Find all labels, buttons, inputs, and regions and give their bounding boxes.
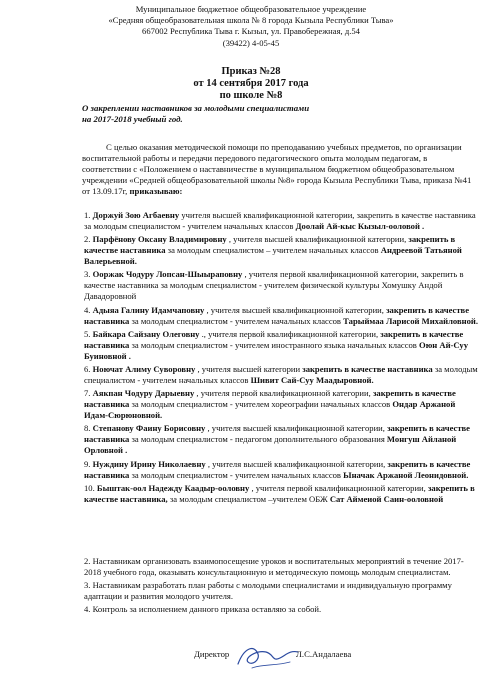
order-date: от 14 сентября 2017 года [193, 78, 309, 89]
item-text: за молодым специалистом –учителем ОБЖ [167, 493, 330, 504]
mentee-name: Сат Аймеиой Саин-ооловной [329, 493, 444, 504]
assignment-phrase: закрепить в качестве наставника [84, 388, 456, 410]
order-title: Приказ №28 [221, 66, 281, 77]
mentor-name: Быштак-оол Надежду Каадыр-ооловну [96, 482, 250, 493]
mentee-name: Доолай Ай-кыс Кызыл-ооловой . [295, 221, 425, 231]
item-number: 4. [84, 304, 91, 315]
list-item [84, 423, 480, 456]
list-item [84, 388, 480, 421]
item-text: , учителя первой квалификационной категории, [194, 388, 373, 399]
item-text: ., учителя первой квалификационной категории, [199, 328, 381, 339]
mentor-name: Нуждину Ирину Николаевну [92, 458, 206, 469]
letterhead-phone: (39422) 4-05-45 [222, 37, 280, 48]
mentor-name: Ноючат Алиму Суворовну [92, 363, 196, 374]
item-text: за молодым специалистом - педагогом дополнительного образования [129, 434, 387, 445]
item-number: 3. [84, 580, 91, 590]
mentor-assignment-list [84, 210, 480, 507]
letterhead-org-type: Муниципальное бюджетное общеобразовательное учреждение [135, 4, 367, 14]
item-text: , учителя первой квалификационной категории, [249, 482, 428, 493]
item-text: Наставникам разработать план работы с молодыми специалистами и индивидуальную программу адаптации и развития молодого учителя. [84, 580, 452, 601]
item-number: 7. [84, 388, 91, 399]
mentee-name: Тарыймаа Ларисой Михайловной. [343, 315, 478, 326]
item-text: , учителя высшей квалификационной категории, [226, 234, 409, 245]
mentor-name: Байкара Сайзану Олеговну [92, 328, 200, 339]
order-command: приказываю: [129, 186, 183, 196]
mentee-name: Ондар Аржаной Идам-Сюрюновной. [84, 399, 456, 421]
item-number: 3. [84, 269, 91, 280]
mentee-name: Хомушку Андой Давадоровной [84, 280, 443, 302]
item-text: Наставникам организовать взаимопосещение уроков и воспитательных мероприятий в течение 2017-2018 учебного года, оказывать консультационную и методическую помощь молодым специалистам. [84, 556, 464, 577]
mentor-name: Доржуй Зою Агбаевну [92, 210, 180, 220]
item-text: Контроль за исполнением данного приказа оставляю за собой. [92, 604, 322, 614]
letterhead [0, 4, 502, 49]
assignment-phrase: закрепить в качестве наставника [84, 458, 471, 480]
item-number: 2. [84, 234, 91, 245]
intro-text: С целью оказания методической помощи по преподаванию учебных предметов, по организации воспитательной работы и передачи передового педагогического опыта молодым педагогам, в соответствии с «Положением о наставничестве в муниципальном бюджетном общеобразовательном учреждении «Средней общеобразовательной школы №8» города Кызыла Республики Тыва, приказа №41 от 13.09.17г, [82, 142, 472, 196]
assignment-phrase: закрепить в качестве наставника [302, 363, 433, 374]
mentor-name: Парфёнову Оксану Владимировну [92, 234, 227, 245]
list-item [84, 556, 480, 578]
list-item [84, 483, 480, 505]
item-text: , учителя высшей квалификационной категории, [205, 458, 388, 469]
item-text: , учителя высшей квалификационной категории, [205, 423, 388, 434]
item-text: за молодым специалистом - учителем хореографии начальных классов [129, 399, 393, 410]
list-item [84, 364, 480, 386]
item-number: 9. [84, 458, 91, 469]
item-number: 2. [84, 556, 91, 566]
subject-line: на 2017-2018 учебный год. [82, 114, 183, 124]
item-number: 8. [84, 423, 91, 434]
list-item [84, 580, 480, 602]
list-item [84, 210, 480, 232]
item-number: 5. [84, 328, 91, 339]
subject-line: О закреплении наставников за молодыми специалистами [82, 103, 310, 113]
order-school: по школе №8 [219, 90, 283, 101]
signature-role: Директор [194, 649, 230, 659]
item-text: за молодым специалистом – учителем начальных классов [165, 245, 381, 256]
list-item [84, 305, 480, 327]
mentor-name: Аякпан Чодуру Дарыевну [92, 388, 195, 399]
mentee-name: Шивит Сай-Суу Маадыровной. [250, 374, 374, 385]
item-number: 1. [84, 210, 91, 220]
list-item [84, 234, 480, 267]
assignment-phrase: закрепить в качестве наставника, [84, 482, 475, 504]
mentee-name: Ыначак Аржаной Леонидовной. [343, 469, 469, 480]
assignment-phrase: закрепить в качестве наставника [84, 234, 456, 256]
assignment-phrase: закрепить в качестве наставника [84, 423, 470, 445]
mentor-name: Ооржак Чодуру Лопсан-Шыыраповну [92, 269, 243, 280]
item-text: учителя высшей квалификационной категории, закрепить в качестве наставника за молодым специалистом - учителем начальных классов [84, 210, 476, 231]
list-item [84, 329, 480, 362]
mentee-name: Андреевой Татьяной Валерьевной. [84, 245, 462, 267]
list-item [84, 459, 480, 481]
closing-instructions [84, 556, 480, 617]
mentor-name: Адыяа Галину Идамчаповну [92, 304, 205, 315]
letterhead-address: 667002 Республика Тыва г. Кызыл, ул. Правобережная, д.54 [142, 26, 360, 37]
letterhead-school-name: «Средняя общеобразовательная школа № 8 города Кызыла Республики Тыва» [108, 15, 394, 26]
item-text: за молодым специалистом - учителем начальных классов [129, 469, 344, 480]
item-text: , учителя высшей категории [195, 363, 303, 374]
item-text: , учителя первой квалификационной категории, закрепить в качестве наставника за молодым специалистом - учителем физической культуры [84, 269, 464, 291]
order-subject [82, 103, 382, 125]
list-item [84, 269, 480, 302]
item-number: 6. [84, 363, 91, 374]
item-number: 4. [84, 604, 91, 614]
item-text: за молодым специалистом - учителем начальных классов [129, 315, 344, 326]
mentor-name: Степанову Фаину Борисовну [92, 423, 206, 434]
item-text: за молодым специалистом - учителем начальных классов [84, 363, 478, 385]
list-item [84, 604, 480, 615]
item-number: 10. [84, 482, 95, 493]
item-text: за молодым специалистом - учителем иностранного языка начальных классов [129, 339, 420, 350]
assignment-phrase: закрепить в качестве наставника [84, 328, 464, 350]
intro-paragraph [82, 142, 474, 197]
mentee-name: Оюн Ай-Суу Буиновной . [84, 339, 468, 361]
mentee-name: Монгуш Айланой Орловной . [84, 434, 457, 456]
signature-name: Л.С.Андалаева [296, 649, 352, 659]
handwritten-signature [232, 640, 304, 674]
assignment-phrase: закрепить в качестве наставника [84, 304, 470, 326]
item-text: , учителя высшей квалификационной категории, [204, 304, 387, 315]
